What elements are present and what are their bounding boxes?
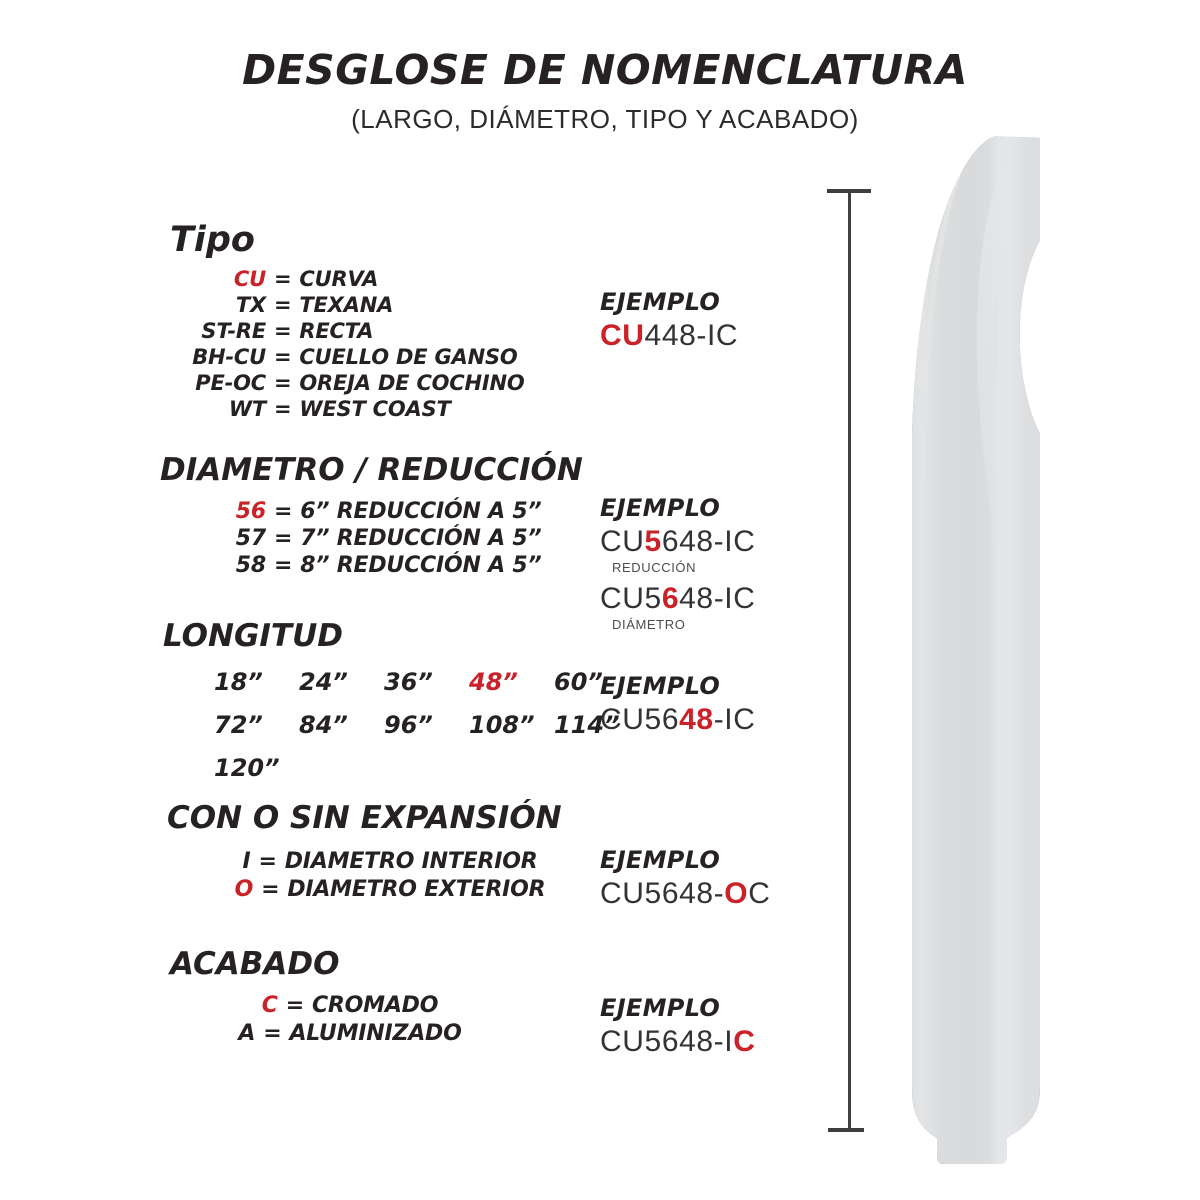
code-description: CUELLO DE GANSO	[299, 345, 518, 369]
length-value: 84”	[299, 711, 348, 739]
code-description: 6” REDUCCIÓN A 5”	[300, 499, 542, 524]
ejemplo-label: EJEMPLO	[600, 846, 721, 874]
definition-row	[148, 344, 525, 370]
length-value: 120”	[214, 754, 280, 782]
code-part-highlight: 48	[679, 703, 714, 736]
equals-sign: =	[274, 319, 292, 343]
definition-row	[160, 876, 620, 904]
equals-sign: =	[258, 849, 277, 874]
ejemplo-code	[600, 526, 755, 558]
definition-row	[148, 498, 541, 525]
code-part-highlight: CU	[600, 319, 645, 352]
definition-row	[148, 370, 525, 396]
code-label: 56	[235, 499, 266, 524]
code-label: O	[234, 877, 254, 902]
definition-row	[148, 318, 525, 344]
dimension-line	[848, 191, 851, 1130]
equals-sign: =	[274, 267, 292, 291]
ejemplo-block	[600, 994, 755, 1058]
code-part: 648-IC	[661, 525, 756, 558]
length-value: 18”	[214, 668, 263, 696]
ejemplo-code	[600, 878, 770, 910]
ejemplo-label: EJEMPLO	[600, 494, 721, 522]
tipo-definition-list	[148, 266, 525, 422]
length-value: 24”	[299, 668, 348, 696]
section-heading-longitud: LONGITUD	[163, 618, 343, 654]
ejemplo-caption: DIÁMETRO	[612, 617, 686, 632]
code-part-highlight: O	[724, 877, 749, 910]
longitud-values-grid	[214, 668, 639, 782]
code-part: CU	[600, 525, 645, 558]
length-value: 36”	[384, 668, 433, 696]
ejemplo-block	[600, 494, 755, 640]
code-description: CROMADO	[311, 993, 439, 1018]
code-part: C	[748, 877, 771, 910]
ejemplo-code	[600, 1026, 755, 1058]
code-part: CU5648-	[600, 877, 725, 910]
ejemplo-label: EJEMPLO	[600, 994, 721, 1022]
equals-sign: =	[274, 553, 293, 578]
code-label: CU	[233, 267, 266, 291]
code-label: TX	[235, 293, 266, 317]
ejemplo-code	[600, 583, 755, 615]
code-description: DIAMETRO INTERIOR	[284, 849, 538, 874]
length-value: 60”	[554, 668, 603, 696]
code-description: RECTA	[299, 319, 374, 343]
code-label: A	[238, 1021, 256, 1046]
section-heading-expansion: CON O SIN EXPANSIÓN	[167, 800, 562, 836]
length-empty-cell	[384, 754, 469, 782]
page-title: DESGLOSE DE NOMENCLATURA	[242, 46, 968, 94]
code-description: TEXANA	[299, 293, 394, 317]
equals-sign: =	[274, 526, 293, 551]
expansion-definition-list	[160, 848, 620, 904]
code-part-highlight: 5	[644, 525, 662, 558]
definition-row	[148, 292, 525, 318]
definition-row	[148, 266, 525, 292]
code-label: 57	[235, 526, 266, 551]
equals-sign: =	[285, 993, 304, 1018]
code-part-highlight: C	[733, 1025, 756, 1058]
equals-sign: =	[274, 499, 293, 524]
length-value: 48”	[469, 668, 518, 696]
dimension-line-bottom-cap	[828, 1128, 864, 1132]
equals-sign: =	[274, 293, 292, 317]
definition-row	[148, 552, 541, 579]
equals-sign: =	[274, 345, 292, 369]
ejemplo-caption: REDUCCIÓN	[612, 560, 697, 575]
code-label: WT	[228, 397, 266, 421]
code-description: WEST COAST	[299, 397, 451, 421]
section-heading-tipo: Tipo	[170, 220, 255, 260]
equals-sign: =	[274, 371, 292, 395]
pipe-bottom-fade	[903, 134, 1049, 1166]
code-label: ST-RE	[201, 319, 266, 343]
code-part-highlight: 6	[661, 582, 680, 615]
definition-row	[150, 992, 550, 1020]
code-part: -IC	[713, 703, 756, 736]
code-description: 7” REDUCCIÓN A 5”	[300, 526, 542, 551]
section-heading-acabado: ACABADO	[170, 946, 340, 982]
definition-row	[148, 396, 525, 422]
length-empty-cell	[554, 754, 639, 782]
definition-row	[160, 848, 620, 876]
exhaust-pipe-svg	[903, 134, 1049, 1166]
definition-row	[148, 525, 541, 552]
length-value: 96”	[384, 711, 433, 739]
length-value: 114”	[554, 711, 620, 739]
code-part: CU5	[600, 582, 662, 615]
ejemplo-label: EJEMPLO	[600, 288, 721, 316]
equals-sign: =	[274, 397, 292, 421]
equals-sign: =	[261, 877, 280, 902]
code-part: CU56	[600, 703, 680, 736]
code-description: 8” REDUCCIÓN A 5”	[300, 553, 542, 578]
code-description: ALUMINIZADO	[289, 1021, 462, 1046]
code-description: OREJA DE COCHINO	[299, 371, 525, 395]
code-description: DIAMETRO EXTERIOR	[287, 877, 546, 902]
section-heading-diametro: DIAMETRO / REDUCCIÓN	[160, 452, 583, 488]
code-part: 448-IC	[644, 319, 739, 352]
code-description: CURVA	[299, 267, 379, 291]
page-subtitle: (LARGO, DIÁMETRO, TIPO Y ACABADO)	[351, 104, 859, 134]
definition-row	[150, 1020, 550, 1048]
ejemplo-block	[600, 672, 755, 736]
code-label: PE-OC	[195, 371, 266, 395]
acabado-definition-list	[150, 992, 550, 1048]
code-part: 48-IC	[679, 582, 756, 615]
code-part: CU5648-I	[600, 1025, 734, 1058]
code-label: C	[261, 993, 278, 1018]
exhaust-pipe-image	[903, 134, 1049, 1166]
ejemplo-code	[600, 320, 738, 352]
code-label: BH-CU	[192, 345, 266, 369]
code-label: I	[242, 849, 251, 874]
ejemplo-block	[600, 846, 770, 910]
ejemplo-code	[600, 704, 755, 736]
ejemplo-label: EJEMPLO	[600, 672, 721, 700]
code-label: 58	[235, 553, 266, 578]
length-value: 72”	[214, 711, 263, 739]
length-empty-cell	[299, 754, 384, 782]
length-empty-cell	[469, 754, 554, 782]
length-value: 108”	[469, 711, 535, 739]
diametro-definition-list	[148, 498, 541, 579]
ejemplo-block	[600, 288, 738, 352]
equals-sign: =	[263, 1021, 282, 1046]
